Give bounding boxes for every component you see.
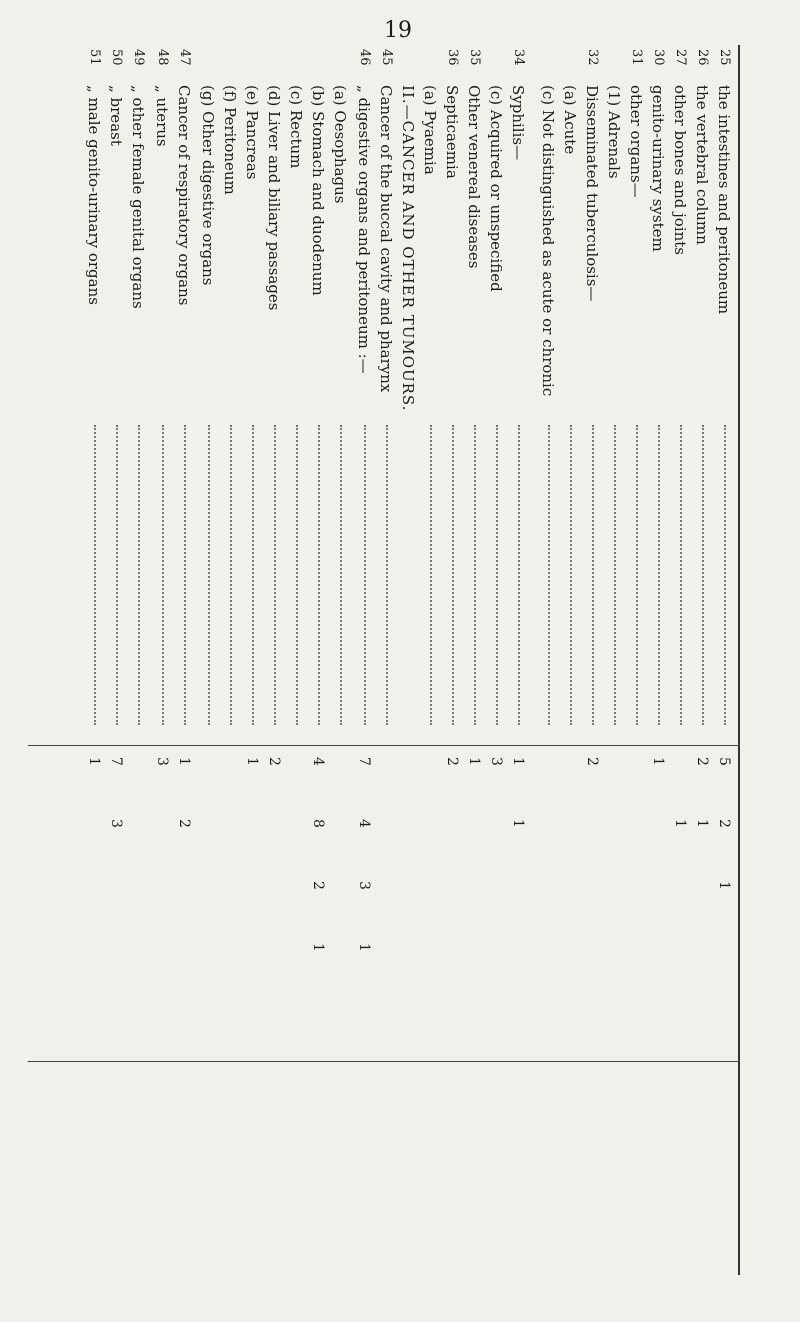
- table-row: [672, 45, 688, 1275]
- leader-dots: [94, 425, 96, 725]
- row-label: Other venereal diseases: [465, 85, 483, 269]
- value-cell: 1: [510, 819, 526, 828]
- table-row: [400, 45, 416, 1275]
- table-row: [86, 45, 102, 1275]
- leader-dots: [340, 425, 342, 725]
- table-row: [130, 45, 146, 1275]
- row-label: the intestines and peritoneum: [715, 85, 733, 315]
- row-label: (c) Not distinguished as acute or chronic: [539, 85, 557, 397]
- table-row: [222, 45, 238, 1275]
- value-cell: 2: [444, 757, 460, 766]
- table-row: [562, 45, 578, 1275]
- value-cell: 2: [584, 757, 600, 766]
- row-label: other bones and joints: [671, 85, 689, 256]
- leader-dots: [496, 425, 498, 725]
- leader-dots: [724, 425, 726, 725]
- value-cell: 1: [650, 757, 666, 766]
- row-values: [422, 757, 438, 1267]
- row-values: [108, 757, 124, 1267]
- row-label: (c) Rectum: [287, 85, 305, 169]
- row-values: [244, 757, 260, 1267]
- row-label: Cancer of the buccal cavity and pharynx: [377, 85, 395, 393]
- table-row: [378, 45, 394, 1275]
- table-row: [310, 45, 326, 1275]
- row-number: 27: [673, 49, 688, 66]
- row-label: „ breast: [107, 85, 125, 146]
- row-label: „ uterus: [153, 85, 171, 147]
- row-label: (a) Acute: [561, 85, 579, 155]
- row-values: [288, 757, 304, 1267]
- row-number: 46: [357, 49, 372, 66]
- leader-dots: [162, 425, 164, 725]
- value-cell: 8: [310, 819, 326, 828]
- row-number: 50: [109, 49, 124, 66]
- value-cell: 7: [108, 757, 124, 766]
- table-row: [244, 45, 260, 1275]
- leader-dots: [518, 425, 520, 725]
- row-values: [672, 757, 688, 1267]
- table-row: [176, 45, 192, 1275]
- row-values: [332, 757, 348, 1267]
- value-cell: 1: [672, 819, 688, 828]
- leader-dots: [570, 425, 572, 725]
- row-label: Disseminated tuberculosis—: [583, 85, 601, 302]
- value-cell: 2: [716, 819, 732, 828]
- leader-dots: [138, 425, 140, 725]
- row-label: „ male genito-urinary organs: [85, 85, 103, 305]
- row-label: (e) Pancreas: [243, 85, 261, 180]
- leader-dots: [274, 425, 276, 725]
- table-row: [628, 45, 644, 1275]
- leader-dots: [208, 425, 210, 725]
- row-values: [130, 757, 146, 1267]
- value-cell: 4: [356, 819, 372, 828]
- leader-dots: [592, 425, 594, 725]
- row-label: (d) Liver and biliary passages: [265, 85, 283, 311]
- value-cell: 4: [310, 757, 326, 766]
- table-row: [266, 45, 282, 1275]
- row-label: (a) Oesophagus: [331, 85, 349, 204]
- page-number: 19: [384, 18, 412, 43]
- value-cell: 1: [356, 943, 372, 952]
- row-values: [606, 757, 622, 1267]
- leader-dots: [116, 425, 118, 725]
- row-values: [562, 757, 578, 1267]
- leader-dots: [614, 425, 616, 725]
- value-cell: 3: [356, 881, 372, 890]
- row-values: [466, 757, 482, 1267]
- table-row: [444, 45, 460, 1275]
- row-number: 31: [629, 49, 644, 66]
- leader-dots: [702, 425, 704, 725]
- table-row: [422, 45, 438, 1275]
- table-row: [288, 45, 304, 1275]
- table-row: [466, 45, 482, 1275]
- value-cell: 1: [310, 943, 326, 952]
- row-label: (g) Other digestive organs: [199, 85, 217, 286]
- value-cell: 3: [488, 757, 504, 766]
- row-number: 45: [379, 49, 394, 66]
- row-values: [356, 757, 372, 1267]
- value-cell: 1: [510, 757, 526, 766]
- table-row: [488, 45, 504, 1275]
- row-number: 32: [585, 49, 600, 66]
- row-values: [540, 757, 556, 1267]
- table-top-rule: [738, 45, 740, 1275]
- row-values: [444, 757, 460, 1267]
- row-label: „ other female genital organs: [129, 85, 147, 309]
- value-cell: 1: [716, 881, 732, 890]
- leader-dots: [184, 425, 186, 725]
- table-row: [154, 45, 170, 1275]
- row-values: [154, 757, 170, 1267]
- row-label: (a) Pyaemia: [421, 85, 439, 175]
- row-number: 47: [177, 49, 192, 66]
- row-label: (1) Adrenals: [605, 85, 623, 179]
- row-values: [310, 757, 326, 1267]
- row-values: [86, 757, 102, 1267]
- row-label: (c) Acquired or unspecified: [487, 85, 505, 292]
- row-number: 51: [87, 49, 102, 66]
- row-values: [266, 757, 282, 1267]
- leader-dots: [364, 425, 366, 725]
- table-row: [200, 45, 216, 1275]
- row-values: [176, 757, 192, 1267]
- leader-dots: [658, 425, 660, 725]
- row-number: 26: [695, 49, 710, 66]
- value-cell: 7: [356, 757, 372, 766]
- row-values: [694, 757, 710, 1267]
- row-label: II.—CANCER AND OTHER TUMOURS.: [399, 85, 417, 412]
- row-values: [628, 757, 644, 1267]
- row-values: [650, 757, 666, 1267]
- row-values: [716, 757, 732, 1267]
- row-number: 25: [717, 49, 732, 66]
- value-cell: 1: [176, 757, 192, 766]
- rotated-mortality-table: [28, 45, 740, 1275]
- value-cell: 2: [310, 881, 326, 890]
- value-cell: 1: [466, 757, 482, 766]
- row-label: the vertebral column: [693, 85, 711, 245]
- row-label: Cancer of respiratory organs: [175, 85, 193, 306]
- value-cell: 2: [266, 757, 282, 766]
- row-label: other organs—: [627, 85, 645, 198]
- row-values: [200, 757, 216, 1267]
- table-row: [108, 45, 124, 1275]
- leader-dots: [430, 425, 432, 725]
- leader-dots: [386, 425, 388, 725]
- value-cell: 3: [108, 819, 124, 828]
- row-values: [222, 757, 238, 1267]
- value-cell: 1: [694, 819, 710, 828]
- row-values: [584, 757, 600, 1267]
- table-row: [716, 45, 732, 1275]
- row-label: (b) Stomach and duodenum: [309, 85, 327, 296]
- leader-dots: [680, 425, 682, 725]
- value-cell: 3: [154, 757, 170, 766]
- value-cell: 1: [86, 757, 102, 766]
- table-row: [606, 45, 622, 1275]
- row-number: 36: [445, 49, 460, 66]
- row-label: Syphilis—: [509, 85, 527, 161]
- row-number: 49: [131, 49, 146, 66]
- table-row: [332, 45, 348, 1275]
- row-number: 30: [651, 49, 666, 66]
- row-values: [510, 757, 526, 1267]
- value-cell: 1: [244, 757, 260, 766]
- leader-dots: [252, 425, 254, 725]
- leader-dots: [636, 425, 638, 725]
- leader-dots: [548, 425, 550, 725]
- table-row: [510, 45, 526, 1275]
- leader-dots: [230, 425, 232, 725]
- row-label: genito-urinary system: [649, 85, 667, 252]
- leader-dots: [318, 425, 320, 725]
- leader-dots: [474, 425, 476, 725]
- row-label: Septicaemia: [443, 85, 461, 179]
- table-row: [650, 45, 666, 1275]
- row-values: [400, 757, 416, 1267]
- table-row: [540, 45, 556, 1275]
- table-row: [694, 45, 710, 1275]
- row-label: „ digestive organs and peritoneum :—: [355, 85, 373, 374]
- value-cell: 2: [176, 819, 192, 828]
- row-number: 48: [155, 49, 170, 66]
- row-label: (f) Peritoneum: [221, 85, 239, 195]
- row-number: 35: [467, 49, 482, 66]
- table-row: [584, 45, 600, 1275]
- table-row: [356, 45, 372, 1275]
- row-values: [488, 757, 504, 1267]
- row-values: [378, 757, 394, 1267]
- leader-dots: [452, 425, 454, 725]
- row-number: 34: [511, 49, 526, 66]
- value-cell: 2: [694, 757, 710, 766]
- value-cell: 5: [716, 757, 732, 766]
- leader-dots: [296, 425, 298, 725]
